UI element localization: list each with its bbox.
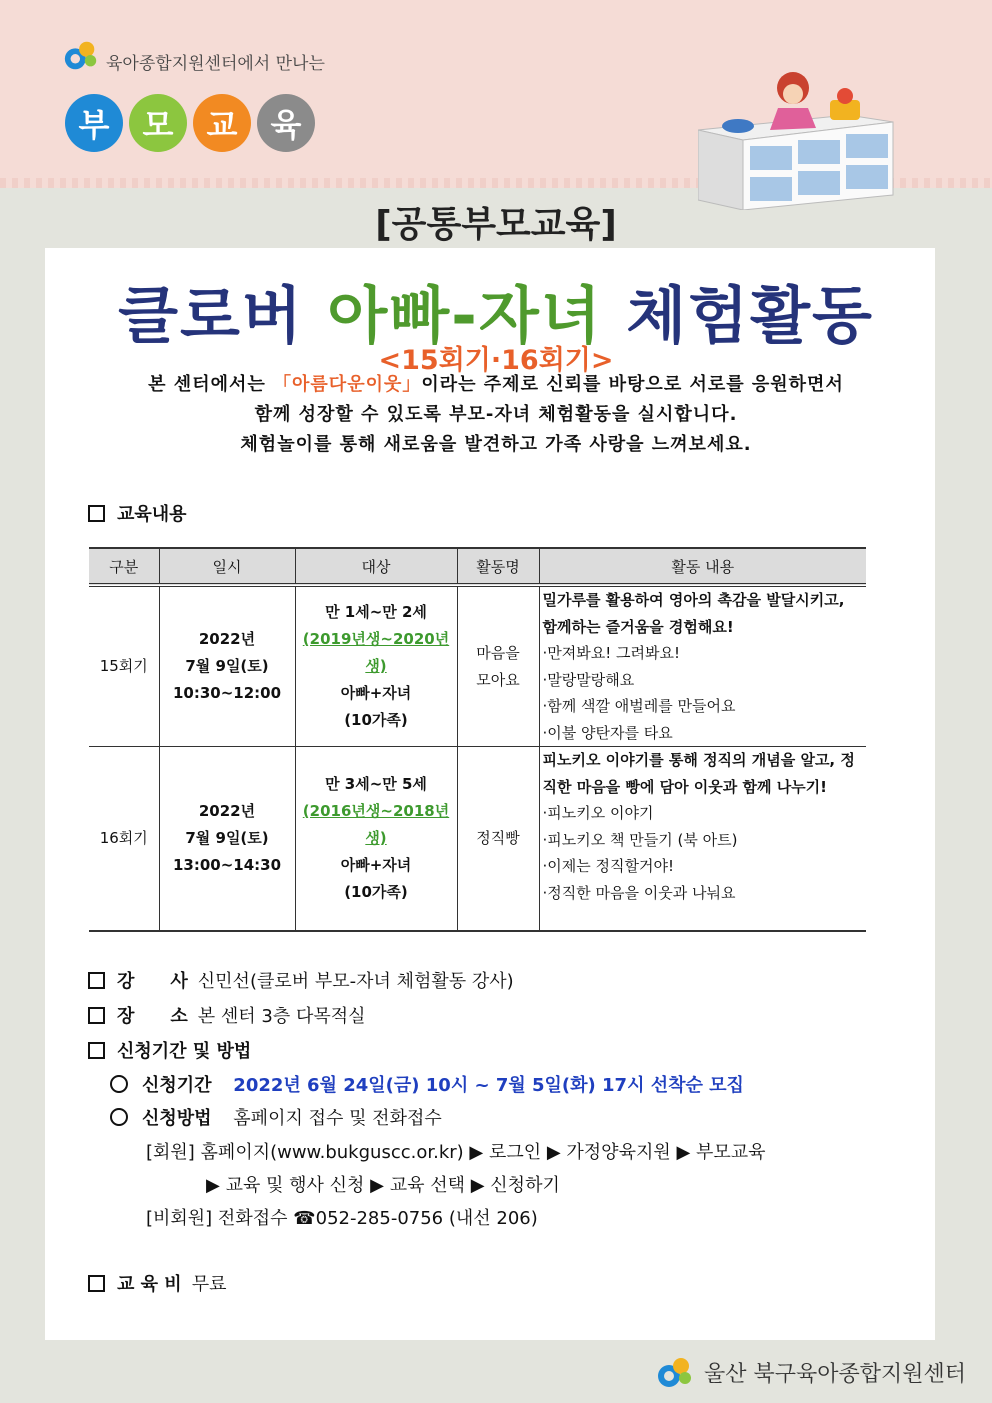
header-tagline: 육아종합지원센터에서 만나는 (106, 53, 325, 74)
badge-gyo: 교 (193, 94, 251, 152)
header-description: 활동 내용 (539, 548, 866, 585)
date-cell: 2022년 7월 9일(토) 13:00~14:30 (159, 747, 295, 931)
badge-bu: 부 (65, 94, 123, 152)
apply-period: 신청기간 2022년 6월 24일(금) 10시 ~ 7월 5일(화) 17시 선착순 모집 (110, 1071, 744, 1097)
table-row (89, 747, 866, 931)
session-subtitle: <15회기·16회기> (378, 345, 614, 376)
title-part-activity: 체험활동 (626, 279, 874, 352)
member-apply-steps-cont: ▶ 교육 및 행사 신청 ▶ 교육 선택 ▶ 신청하기 (206, 1175, 560, 1196)
title-part-clover: 클로버 (118, 279, 304, 352)
toy-shelf-illustration-icon (698, 60, 898, 210)
member-apply-steps: [회원] 홈페이지(www.bukguscc.or.kr) ▶ 로그인 ▶ 가정양육지원 ▶ 부모교육 (146, 1142, 766, 1163)
date-cell: 2022년 7월 9일(토) 10:30~12:00 (159, 585, 295, 747)
circle-bullet-icon (110, 1075, 128, 1093)
session-cell: 15회기 (89, 585, 159, 747)
header-activity: 활동명 (457, 548, 539, 585)
intro-text: 본 센터에서는 「아름다운이웃」이라는 주제로 신뢰를 바탕으로 서로를 응원하면서 함께 성장할 수 있도록 부모-자녀 체험활동을 실시합니다. 체험놀이를 통해 새로움을 발견하고 가족 사랑을 느껴보세요. (148, 374, 844, 455)
activity-name-cell: 마음을 모아요 (457, 585, 539, 747)
header-logo (62, 36, 325, 74)
checkbox-square-icon (88, 505, 105, 522)
target-cell: 만 1세~만 2세 (2019년생~2020년생) 아빠+자녀 (10가족) (295, 585, 457, 747)
table-header-row (89, 548, 866, 585)
section-place: 장 소 본 센터 3층 다목적실 (88, 1002, 366, 1028)
center-logo-icon (652, 1352, 698, 1392)
activity-description-cell: 밀가루를 활용하여 영아의 촉감을 발달시키고, 함께하는 즐거움을 경험해요! ·만져봐요! 그려봐요! ·말랑말랑해요 ·함께 색깔 애벌레를 만들어요 ·이불 양탄자를 타요 (539, 585, 866, 747)
header-target: 대상 (295, 548, 457, 585)
activity-description-cell: 피노키오 이야기를 통해 정직의 개념을 알고, 정직한 마음을 빵에 담아 이웃과 함께 나누기! ·피노키오 이야기 ·피노키오 책 만들기 (북 아트) ·이제는 정직할거야! ·정직한 마음을 이웃과 나눠요 (539, 747, 866, 931)
checkbox-square-icon (88, 1042, 105, 1059)
schedule-table (89, 547, 866, 932)
target-cell: 만 3세~만 5세 (2016년생~2018년생) 아빠+자녀 (10가족) (295, 747, 457, 931)
section-content: 교육내용 (88, 500, 187, 526)
table-row (89, 585, 866, 747)
section-instructor: 강 사 신민선(클로버 부모-자녀 체험활동 강사) (88, 967, 514, 993)
section-apply: 신청기간 및 방법 (88, 1037, 251, 1063)
badge-yuk: 육 (257, 94, 315, 152)
session-cell: 16회기 (89, 747, 159, 931)
section-fee: 교 육 비 무료 (88, 1270, 226, 1296)
header-session: 구분 (89, 548, 159, 585)
center-logo-icon (62, 36, 100, 74)
nonmember-apply: [비회원] 전화접수 ☎052-285-0756 (내선 206) (146, 1208, 538, 1229)
program-title-badges (65, 94, 315, 152)
theme-highlight: 「아름다운이웃」 (273, 374, 422, 395)
footer-org-name: 울산 북구육아종합지원센터 (704, 1361, 967, 1387)
header-date: 일시 (159, 548, 295, 585)
category-label: [공통부모교육] (375, 204, 617, 245)
checkbox-square-icon (88, 972, 105, 989)
footer-org (652, 1352, 966, 1392)
apply-method: 신청방법 홈페이지 접수 및 전화접수 (110, 1104, 442, 1130)
badge-mo: 모 (129, 94, 187, 152)
activity-name-cell: 정직빵 (457, 747, 539, 931)
circle-bullet-icon (110, 1108, 128, 1126)
title-part-dad-child: 아빠-자녀 (327, 279, 603, 352)
checkbox-square-icon (88, 1007, 105, 1024)
checkbox-square-icon (88, 1275, 105, 1292)
